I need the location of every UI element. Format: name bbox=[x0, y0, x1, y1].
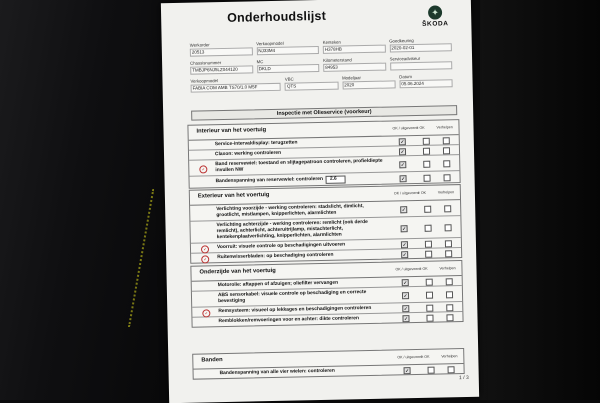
ok-checkbox[interactable]: ✓ bbox=[401, 175, 406, 181]
ok-checkbox[interactable]: ✓ bbox=[400, 148, 405, 154]
not-ok-checkbox[interactable] bbox=[423, 174, 430, 181]
followup-checkbox[interactable] bbox=[445, 240, 452, 247]
meta-value: 2020 bbox=[342, 80, 395, 89]
brand-logo bbox=[417, 5, 453, 28]
checklist-section bbox=[190, 260, 463, 328]
meta-label: Verkoopmodel bbox=[256, 40, 284, 47]
item-label: Bandenspanning van alle vier wielen: controleren bbox=[219, 368, 335, 376]
meta-field bbox=[399, 73, 452, 88]
column-ok-label: OK / uitgevoerd bbox=[393, 190, 419, 196]
item-label: Remsysteem: visueel op lekkages en beschadigingen controleren bbox=[218, 305, 372, 314]
followup-checkbox[interactable] bbox=[443, 160, 450, 167]
ok-checkbox[interactable]: ✓ bbox=[401, 206, 406, 212]
meta-value: QTS bbox=[285, 82, 338, 91]
meta-field bbox=[323, 39, 386, 54]
followup-checkbox[interactable] bbox=[445, 250, 452, 257]
not-ok-checkbox[interactable] bbox=[428, 366, 435, 373]
item-label: Service-intervaldisplay: terugzetten bbox=[214, 139, 298, 147]
meta-value: 84953 bbox=[323, 63, 386, 72]
ok-checkbox[interactable]: ✓ bbox=[404, 315, 408, 321]
meta-label: Datum bbox=[399, 74, 412, 80]
meta-label: Kenteken bbox=[322, 39, 341, 45]
followup-checkbox[interactable] bbox=[446, 304, 453, 311]
item-label: Verlichting voorzijde - werking controleren: stadslicht, dimlicht, grootlicht, mistlampen, knipperlichten, alarmlichten bbox=[216, 203, 364, 218]
followup-checkbox[interactable] bbox=[446, 291, 453, 298]
meta-field bbox=[390, 55, 453, 70]
meta-field bbox=[190, 59, 253, 74]
not-ok-checkbox[interactable] bbox=[424, 205, 431, 212]
column-followup-label: Verhelpen bbox=[437, 190, 455, 195]
meta-label: Serviceadviseur bbox=[389, 55, 421, 62]
followup-checkbox[interactable] bbox=[444, 205, 451, 212]
column-followup-label: Verhelpen bbox=[436, 125, 453, 130]
section-title: Onderzijde van het voertuig bbox=[199, 267, 276, 276]
meta-value: 20513 bbox=[190, 47, 253, 56]
ok-checkbox[interactable]: ✓ bbox=[403, 292, 408, 298]
meta-field bbox=[190, 41, 253, 56]
not-ok-checkbox[interactable] bbox=[426, 291, 433, 298]
not-ok-checkbox[interactable] bbox=[426, 304, 433, 311]
item-value-field[interactable]: 2.6 bbox=[326, 175, 346, 183]
not-ok-checkbox[interactable] bbox=[423, 147, 430, 154]
meta-label: MC bbox=[256, 59, 264, 65]
followup-checkbox[interactable] bbox=[445, 224, 452, 231]
followup-checkbox[interactable] bbox=[443, 137, 450, 144]
meta-field bbox=[256, 40, 319, 55]
not-ok-checkbox[interactable] bbox=[425, 250, 432, 257]
checklist-section bbox=[189, 184, 462, 264]
ok-checkbox[interactable]: ✓ bbox=[402, 241, 407, 247]
item-marker-icon: ✓ bbox=[199, 165, 207, 173]
item-label: Remblokken/remvoeringen voor en achter: dikte controleren bbox=[218, 315, 360, 324]
meta-value: FABIA COM AMB TS70/1.0 M5F bbox=[191, 83, 282, 93]
ok-checkbox[interactable]: ✓ bbox=[402, 251, 407, 257]
column-followup-label: Verhelpen bbox=[439, 266, 456, 271]
meta-label: Werkorder bbox=[189, 42, 210, 48]
ok-checkbox[interactable]: ✓ bbox=[403, 305, 408, 311]
item-label: ABS sensorkabel: visuele controle op beschadiging en correcte bevestiging bbox=[217, 289, 367, 304]
followup-checkbox[interactable] bbox=[446, 314, 453, 321]
brand-name: ŠKODA bbox=[422, 20, 449, 28]
checklist-section bbox=[187, 119, 460, 189]
not-ok-checkbox[interactable] bbox=[425, 240, 432, 247]
item-label: Voorruit: visuele controle op beschadigingen uitvoeren bbox=[216, 241, 346, 250]
section-title: Banden bbox=[201, 357, 223, 364]
meta-label: Modeljaar bbox=[342, 75, 361, 81]
ok-checkbox[interactable]: ✓ bbox=[400, 161, 405, 167]
meta-field bbox=[285, 76, 338, 91]
meta-label: Chassisnummer bbox=[190, 60, 222, 66]
ok-checkbox[interactable]: ✓ bbox=[402, 225, 407, 231]
meta-label: VBC bbox=[284, 76, 294, 82]
meta-field bbox=[190, 77, 281, 93]
item-label: Motorolie: aftappen of afzuigen; oliefilter vervangen bbox=[217, 280, 339, 288]
meta-value bbox=[390, 61, 453, 70]
meta-value: 05.06.2024 bbox=[399, 79, 452, 88]
meta-label: Goedkeuring bbox=[389, 38, 414, 44]
item-text bbox=[216, 218, 384, 243]
column-not-ok-label: ≠ OK bbox=[417, 190, 427, 195]
meta-field bbox=[389, 37, 452, 52]
item-marker-icon: ✓ bbox=[201, 245, 209, 253]
ok-checkbox[interactable]: ✓ bbox=[403, 279, 408, 285]
item-label: Bandenspanning van reservewiel: controleren bbox=[215, 176, 323, 184]
maintenance-sheet bbox=[161, 0, 479, 403]
not-ok-checkbox[interactable] bbox=[426, 314, 433, 321]
inspection-title: Inspectie met Olieservice (voorkeur) bbox=[191, 105, 457, 121]
meta-value: H378HB bbox=[323, 45, 386, 54]
meta-row bbox=[190, 55, 452, 74]
meta-value: DKLD bbox=[257, 64, 320, 73]
vehicle-info-block bbox=[190, 37, 453, 96]
followup-checkbox[interactable] bbox=[443, 174, 450, 181]
meta-field bbox=[342, 74, 395, 89]
column-followup-label: Verhelpen bbox=[441, 354, 458, 359]
item-text bbox=[215, 173, 383, 188]
column-not-ok-label: ≠ OK bbox=[419, 266, 428, 271]
meta-value: TMBJP6NJ5LZ044120 bbox=[190, 65, 253, 74]
item-label: Verlichting achterzijde - werking controleren: remlicht (ook derde remlicht), achterlicht, achteruitrijlamp, mistachterlicht, kentekenplaatverlichting, knipperlichten, alarmlichten bbox=[216, 219, 368, 240]
meta-value: 2020-02-01 bbox=[389, 43, 452, 52]
section-title: Interieur van het voertuig bbox=[196, 127, 267, 135]
column-not-ok-label: ≠ OK bbox=[416, 125, 425, 130]
meta-value: NJ33M4 bbox=[256, 46, 319, 55]
item-label: Ruitenwisserbladen: op beschadiging controleren bbox=[217, 252, 334, 260]
checklist-section bbox=[192, 348, 464, 380]
followup-checkbox[interactable] bbox=[446, 278, 453, 285]
followup-checkbox[interactable] bbox=[448, 366, 455, 373]
item-label: Band reservewiel: toestand en slijtagepatroon controleren, profieldiepte invullen NW bbox=[215, 158, 383, 173]
dark-background bbox=[480, 0, 600, 400]
not-ok-checkbox[interactable] bbox=[425, 224, 432, 231]
meta-field bbox=[257, 58, 320, 73]
meta-label: Verkoopmodel bbox=[190, 78, 219, 84]
column-ok-label: OK / uitgevoerd bbox=[395, 266, 421, 272]
skoda-logo-icon: ✦ bbox=[428, 5, 442, 19]
ok-checkbox[interactable]: ✓ bbox=[400, 138, 405, 144]
ok-checkbox[interactable]: ✓ bbox=[405, 367, 410, 373]
sheet-title: Onderhoudslijst bbox=[227, 8, 327, 25]
section-title: Exterieur van het voertuig bbox=[197, 192, 270, 200]
item-label: Claxon: werking controleren bbox=[214, 150, 282, 157]
meta-label: Kilometerstand bbox=[323, 57, 352, 63]
not-ok-checkbox[interactable] bbox=[426, 278, 433, 285]
followup-checkbox[interactable] bbox=[443, 147, 450, 154]
meta-row bbox=[190, 73, 452, 92]
meta-field bbox=[323, 57, 386, 72]
not-ok-checkbox[interactable] bbox=[423, 160, 430, 167]
page-number: 1 / 3 bbox=[458, 374, 469, 382]
not-ok-checkbox[interactable] bbox=[423, 137, 430, 144]
column-ok-label: OK / uitgevoerd bbox=[397, 354, 423, 360]
column-not-ok-label: ≠ OK bbox=[421, 354, 430, 359]
item-marker-icon: ✓ bbox=[201, 255, 209, 263]
item-marker-icon: ✓ bbox=[202, 309, 210, 317]
column-ok-label: OK / uitgevoerd bbox=[392, 125, 418, 131]
